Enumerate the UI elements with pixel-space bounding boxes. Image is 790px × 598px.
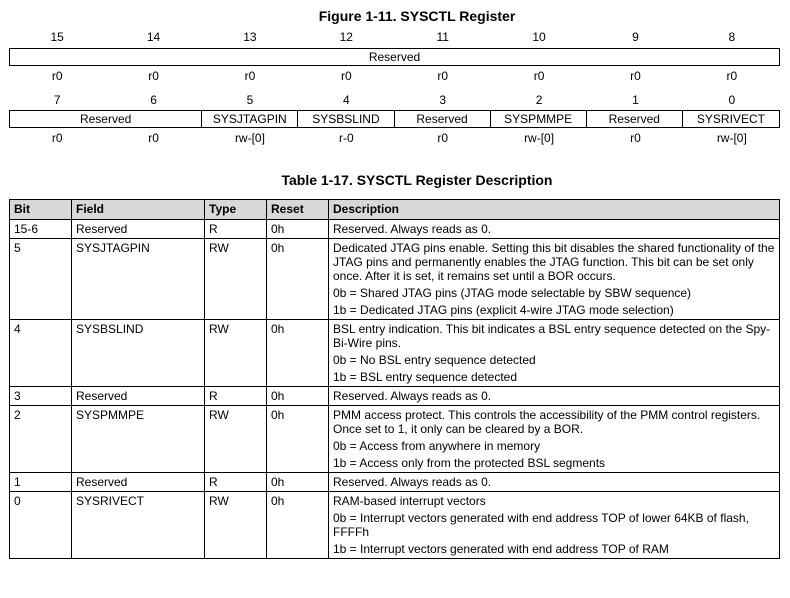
table-row bbox=[10, 492, 780, 559]
description-option: 1b = Access only from the protected BSL segments bbox=[333, 456, 606, 470]
description-option: 1b = Interrupt vectors generated with end address TOP of RAM bbox=[333, 542, 669, 556]
cell-reset: 0h bbox=[267, 220, 329, 239]
description-option: 0b = Access from anywhere in memory bbox=[333, 439, 541, 453]
bit-number: 14 bbox=[146, 30, 161, 44]
field-reserved: Reserved bbox=[587, 111, 683, 127]
cell-reset: 0h bbox=[267, 492, 329, 559]
cell-reset: 0h bbox=[267, 473, 329, 492]
cell-field: SYSJTAGPIN bbox=[72, 239, 205, 320]
header-field: Field bbox=[72, 200, 205, 220]
cell-bit: 2 bbox=[10, 406, 72, 473]
field-sysjtagpin: SYSJTAGPIN bbox=[202, 111, 298, 127]
lower-bit-numbers bbox=[9, 93, 780, 109]
cell-bit: 1 bbox=[10, 473, 72, 492]
description-text: Reserved. Always reads as 0. bbox=[333, 222, 492, 236]
cell-description bbox=[329, 406, 780, 473]
field-reserved: Reserved bbox=[10, 111, 202, 127]
cell-description bbox=[329, 239, 780, 320]
cell-description bbox=[329, 387, 780, 406]
bit-number: 2 bbox=[535, 93, 543, 107]
access-type: r0 bbox=[533, 69, 545, 83]
bit-number: 5 bbox=[246, 93, 254, 107]
cell-bit: 15-6 bbox=[10, 220, 72, 239]
cell-field: Reserved bbox=[72, 387, 205, 406]
access-type: r0 bbox=[340, 69, 352, 83]
access-type: rw-[0] bbox=[234, 131, 265, 145]
table-row bbox=[10, 387, 780, 406]
access-type: r0 bbox=[437, 69, 449, 83]
lower-register-fields bbox=[9, 110, 780, 128]
field-sysrivect: SYSRIVECT bbox=[696, 112, 765, 126]
cell-description bbox=[329, 492, 780, 559]
cell-description bbox=[329, 220, 780, 239]
header-reset: Reset bbox=[267, 200, 329, 220]
bit-number: 0 bbox=[728, 93, 736, 107]
cell-reset: 0h bbox=[267, 320, 329, 387]
bit-number: 3 bbox=[439, 93, 447, 107]
header-type: Type bbox=[205, 200, 267, 220]
table-row bbox=[10, 406, 780, 473]
description-option: 0b = Interrupt vectors generated with end address TOP of lower 64KB of flash, FFFFh bbox=[333, 511, 749, 539]
upper-bit-numbers bbox=[9, 30, 780, 46]
lower-access-types bbox=[9, 131, 780, 147]
cell-type: R bbox=[205, 387, 267, 406]
cell-reset: 0h bbox=[267, 239, 329, 320]
bit-number: 11 bbox=[436, 30, 449, 44]
cell-bit: 3 bbox=[10, 387, 72, 406]
field-reserved: Reserved bbox=[395, 111, 491, 127]
cell-description bbox=[329, 473, 780, 492]
field-reserved: Reserved bbox=[368, 50, 421, 64]
description-text: PMM access protect. This controls the accessibility of the PMM control registers. Once set to 1, it only can be cleared by a BOR. bbox=[333, 408, 761, 436]
table-row bbox=[10, 473, 780, 492]
cell-bit: 4 bbox=[10, 320, 72, 387]
access-type: r0 bbox=[148, 131, 159, 145]
bit-number: 6 bbox=[150, 93, 157, 107]
table-title: Table 1-17. SYSCTL Register Description bbox=[281, 172, 553, 188]
cell-bit: 5 bbox=[10, 239, 72, 320]
access-type: r0 bbox=[630, 69, 641, 83]
access-type: r0 bbox=[630, 131, 641, 145]
cell-type: RW bbox=[205, 320, 267, 387]
figure-title: Figure 1-11. SYSCTL Register bbox=[318, 8, 516, 24]
access-type: r-0 bbox=[338, 131, 354, 145]
access-type: r0 bbox=[437, 131, 449, 145]
cell-type: R bbox=[205, 220, 267, 239]
bit-number: 1 bbox=[632, 93, 639, 107]
table-row bbox=[10, 320, 780, 387]
access-type: r0 bbox=[51, 69, 63, 83]
cell-field: SYSPMMPE bbox=[72, 406, 205, 473]
access-type: r0 bbox=[51, 131, 63, 145]
bit-number: 4 bbox=[342, 93, 350, 107]
description-option: 0b = Shared JTAG pins (JTAG mode selectable by SBW sequence) bbox=[333, 286, 692, 300]
cell-type: R bbox=[205, 473, 267, 492]
bit-number: 12 bbox=[339, 30, 353, 44]
bit-number: 13 bbox=[243, 30, 257, 44]
access-type: r0 bbox=[244, 69, 256, 83]
cell-type: RW bbox=[205, 406, 267, 473]
bit-number: 7 bbox=[53, 93, 61, 107]
description-text: Reserved. Always reads as 0. bbox=[333, 389, 492, 403]
description-text: BSL entry indication. This bit indicates a BSL entry sequence detected on the Spy-Bi-Wire pins. bbox=[333, 322, 771, 350]
access-type: r0 bbox=[148, 69, 159, 83]
cell-field: Reserved bbox=[72, 220, 205, 239]
header-description: Description bbox=[329, 200, 780, 220]
description-text: Dedicated JTAG pins enable. Setting this bit disables the shared functionality of the JTAG pins and permanently enables the JTAG function. This bit can be set only once. After it is set, it remains set until a BOR occurs. bbox=[333, 241, 775, 283]
cell-bit: 0 bbox=[10, 492, 72, 559]
cell-description bbox=[329, 320, 780, 387]
cell-reset: 0h bbox=[267, 387, 329, 406]
table-row bbox=[10, 239, 780, 320]
description-option: 1b = Dedicated JTAG pins (explicit 4-wire JTAG mode selection) bbox=[333, 303, 674, 317]
cell-reset: 0h bbox=[267, 406, 329, 473]
cell-field: SYSRIVECT bbox=[72, 492, 205, 559]
bit-number: 8 bbox=[728, 30, 736, 44]
bit-number: 9 bbox=[632, 30, 639, 44]
bit-number: 10 bbox=[532, 30, 546, 44]
access-type: rw-[0] bbox=[524, 131, 555, 145]
table-header-row bbox=[10, 200, 780, 220]
table-row bbox=[10, 220, 780, 239]
cell-type: RW bbox=[205, 239, 267, 320]
description-text: Reserved. Always reads as 0. bbox=[333, 475, 492, 489]
field-sysbslind: SYSBSLIND bbox=[298, 111, 394, 127]
cell-field: Reserved bbox=[72, 473, 205, 492]
access-type: r0 bbox=[726, 69, 738, 83]
bit-number: 15 bbox=[50, 30, 64, 44]
description-option: 1b = BSL entry sequence detected bbox=[333, 370, 518, 384]
field-syspmmpe: SYSPMMPE bbox=[491, 111, 587, 127]
register-description-table bbox=[9, 199, 780, 559]
cell-field: SYSBSLIND bbox=[72, 320, 205, 387]
description-option: 0b = No BSL entry sequence detected bbox=[333, 353, 536, 367]
description-text: RAM-based interrupt vectors bbox=[333, 494, 486, 508]
upper-access-types bbox=[9, 69, 780, 85]
header-bit: Bit bbox=[10, 200, 72, 220]
upper-register-fields bbox=[9, 48, 780, 66]
access-type: rw-[0] bbox=[716, 131, 747, 145]
cell-type: RW bbox=[205, 492, 267, 559]
